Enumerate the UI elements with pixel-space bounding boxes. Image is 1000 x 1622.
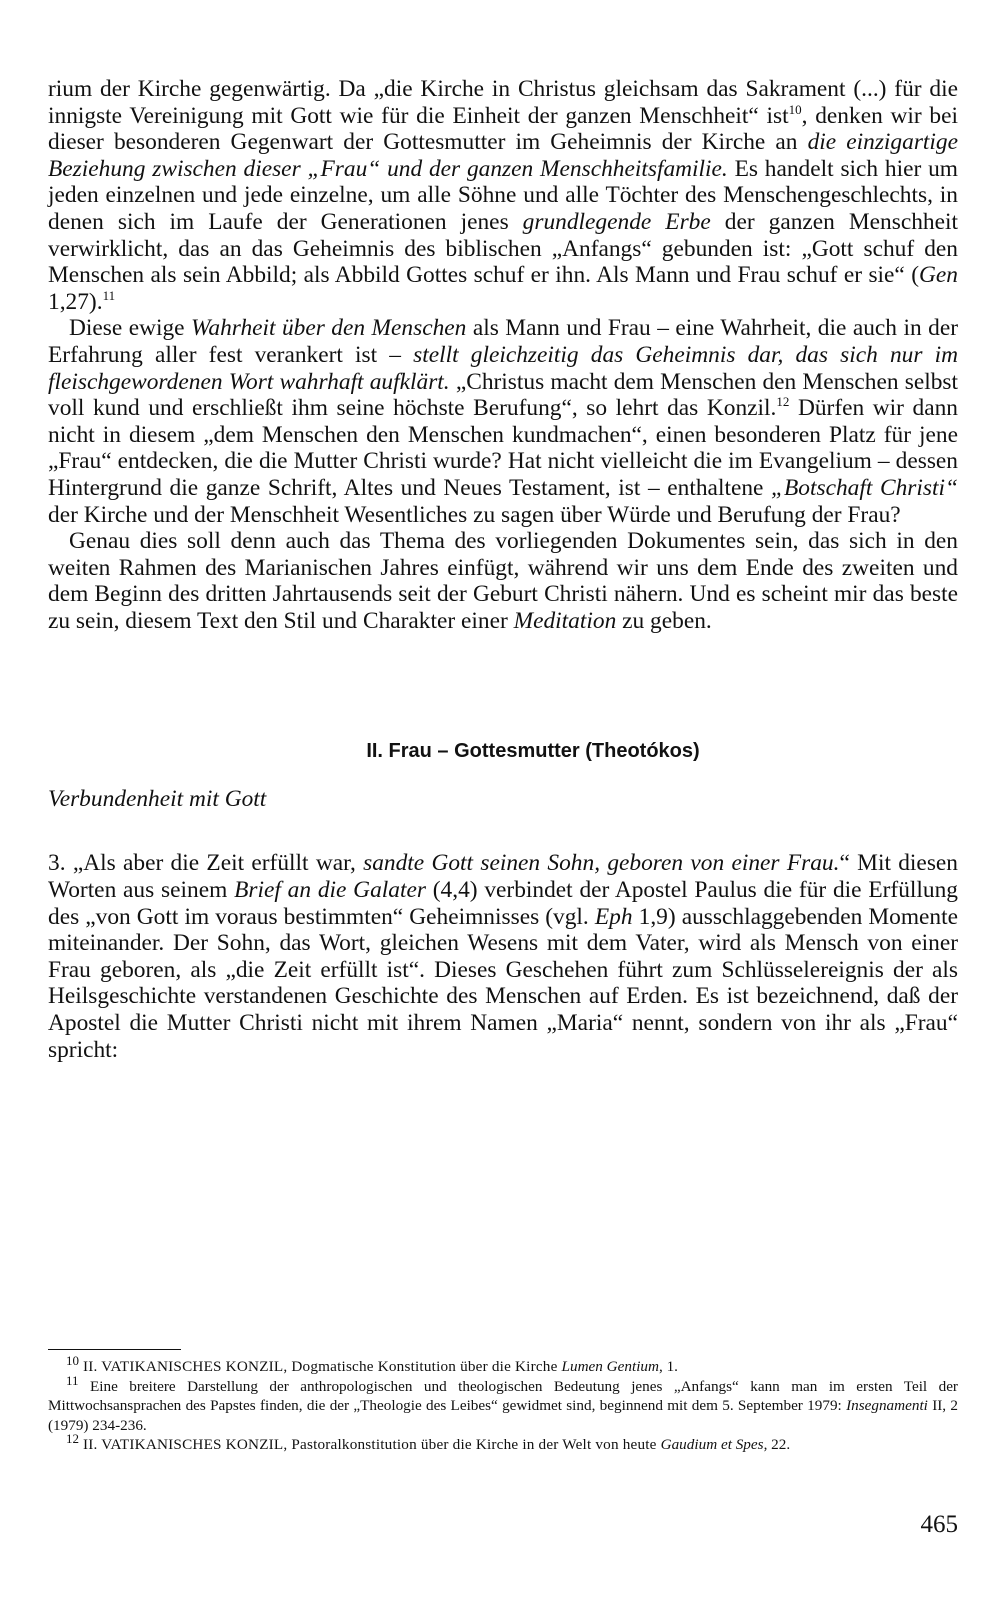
text-run: 1,9) ausschlaggebenden Momente miteinander. Der Sohn, das Wort, gleichen Wesens mit dem Vater, wird als Mensch von einer Frau geboren, als „die Zeit erfüllt ist“. Dieses Geschehen führt zum Schlüsselereignis der als Heilsgeschichte verstandenen Geschichte des Menschen auf Erden. Es ist bezeichnend, daß der Apostel die Mutter Christi nicht mit ihrem Namen „Maria“ nennt, sondern von ihr als „Frau“ spricht: — [48, 903, 958, 1063]
text-run: Es handelt sich hier um jeden einzelnen und jede einzelne, um alle Söhne und alle Töchter des Menschengeschlechts, in denen sich im Laufe der Generationen jenes — [48, 155, 958, 235]
text-run: Eine breitere Darstellung der anthropologischen und theologischen Bedeutung jenes „Anfangs“ kann man im ersten Teil der Mittwochsansprachen des Papstes finden, die der „Theologie des Leibes“ gewidmet sind, beginnend mit dem 5. September 1979: — [48, 1377, 958, 1415]
page-body — [48, 76, 958, 1063]
footnote-ref-10: 10 — [788, 101, 802, 117]
emphasis: Meditation — [513, 607, 617, 634]
text-run: Diese ewige — [69, 315, 192, 342]
text-run: als Mann und Frau – eine Wahrheit, die auch in der Erfahrung aller fest verankert ist – — [48, 315, 958, 368]
emphasis: Brief an die Galater — [234, 877, 426, 904]
footnote-ref-12: 12 — [776, 394, 790, 410]
text-run: , 22. — [763, 1436, 791, 1454]
paragraph-1 — [48, 76, 958, 315]
paragraph-3 — [48, 528, 958, 634]
text-run: zu geben. — [616, 607, 712, 634]
footnote-ref-11: 11 — [102, 287, 116, 303]
footnote-number: 12 — [66, 1431, 79, 1447]
paragraph-4 — [48, 850, 958, 1063]
emphasis: Wahrheit über den Menschen — [191, 315, 467, 342]
emphasis: Lumen Gentium — [561, 1358, 659, 1375]
text-run: Genau dies soll denn auch das Thema des vorliegenden Dokumentes sein, das sich in den weiten Rahmen des Marianischen Jahres einfügt, während wir uns dem Ende des zweiten und dem Beginn des dritten Jahrtausends seit der Geburt Christi nähern. Und es scheint mir das beste zu sein, diesem Text den Stil und Charakter einer — [48, 528, 958, 634]
text-run: 3. „Als aber die Zeit erfüllt war, — [48, 850, 364, 877]
emphasis: sandte Gott seinen Sohn, geboren von einer Frau. — [363, 850, 840, 877]
text-run: , denken wir bei dieser besonderen Gegenwart der Gottesmutter im Geheimnis der Kirche an — [48, 102, 958, 156]
footnote-10 — [48, 1352, 958, 1377]
emphasis: die einzigartige Beziehung zwischen dieser „Frau“ und der ganzen Menschheitsfamilie. — [48, 129, 958, 182]
emphasis: Gen — [919, 262, 958, 289]
text-run: (4,4) verbindet der Apostel Paulus die für die Erfüllung des „von Gott im voraus bestimmten“ Geheimnisses (vgl. — [48, 877, 958, 930]
section-3-text — [48, 850, 958, 1063]
emphasis: stellt gleichzeitig das Geheimnis dar, das sich nur im fleischgewordenen Wort wahrhaft aufklärt. — [48, 341, 958, 395]
text-run: rium der Kirche gegenwärtig. Da „die Kirche in Christus gleichsam das Sakrament (...) für die innigste Vereinigung mit Gott wie für die Einheit der ganzen Menschheit“ ist — [48, 76, 958, 129]
page-number: 465 — [920, 1511, 958, 1538]
text-run: Dürfen wir dann nicht in diesem „dem Menschen den Menschen kundmachen“, einen besonderen Platz für jene „Frau“ entdecken, die die Mutter Christi wurde? Hat nicht vielleicht die im Evangelium – dessen Hintergrund die ganze Schrift, Altes und Neues Testament, ist – enthaltene — [48, 395, 959, 501]
footnote-number: 11 — [66, 1372, 79, 1388]
text-run: der ganzen Menschheit verwirklicht, das an das Geheimnis des biblischen „Anfangs“ gebunden ist: „Gott schuf den Menschen als sein Abbild; als Abbild Gottes schuf er ihn. Als Mann und Frau schuf er sie“ ( — [48, 208, 958, 289]
text-run: 1,27). — [48, 288, 103, 315]
footnote-11 — [48, 1372, 958, 1436]
text-run: , 1. — [658, 1358, 678, 1375]
text-run: II. VATIKANISCHES KONZIL, Dogmatische Konstitution über die Kirche — [79, 1358, 562, 1375]
emphasis: Insegnamenti — [846, 1397, 928, 1415]
footnote-number: 10 — [66, 1352, 79, 1368]
emphasis: Eph — [594, 903, 633, 930]
text-run: der Kirche und der Menschheit Wesentliches zu sagen über Würde und Berufung der Frau? — [48, 501, 901, 528]
paragraph-2 — [48, 315, 958, 528]
text-run: II, 2 (1979) 234-236. — [48, 1397, 958, 1434]
text-run: II. VATIKANISCHES KONZIL, Pastoralkonstitution über die Kirche in der Welt von heute — [79, 1436, 661, 1454]
footnotes — [48, 1352, 958, 1455]
footnote-12 — [48, 1431, 958, 1455]
emphasis: „Botschaft Christi“ — [771, 474, 958, 501]
main-text — [48, 76, 958, 634]
text-run: “ Mit diesen Worten aus seinem — [48, 850, 958, 904]
text-run: „Christus macht dem Menschen den Menschen selbst voll kund und erschließt ihm seine höchste Berufung“, so lehrt das Konzil. — [48, 368, 958, 422]
emphasis: grundlegende Erbe — [522, 208, 711, 235]
section-heading: II. Frau – Gottesmutter (Theotókos) — [366, 740, 700, 763]
emphasis: Gaudium et Spes — [660, 1436, 764, 1454]
footnote-divider — [48, 1349, 181, 1350]
section-subheading: Verbundenheit mit Gott — [48, 786, 267, 813]
